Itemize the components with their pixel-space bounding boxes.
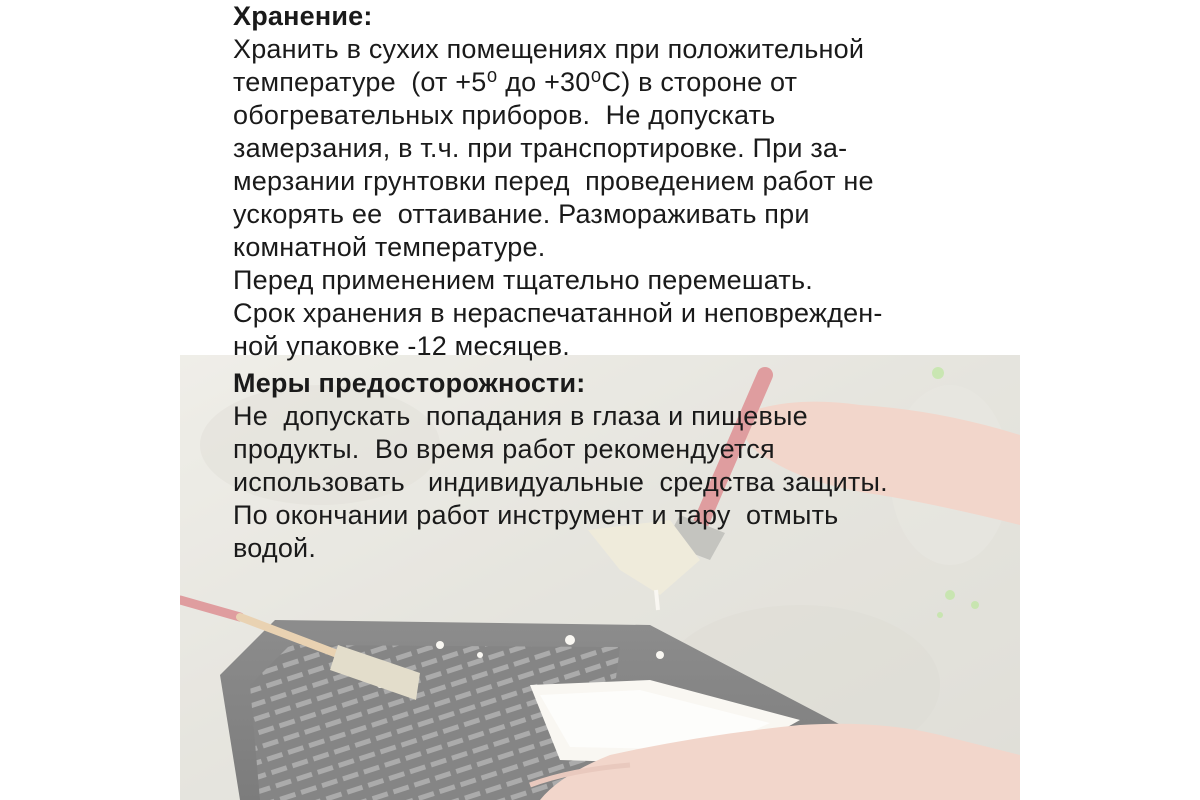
storage-line: комнатной температуре. xyxy=(233,232,546,262)
storage-heading: Хранение: xyxy=(233,1,373,31)
safety-line: водой. xyxy=(233,533,317,563)
storage-line: замерзания, в т.ч. при транспортировке. При за- xyxy=(233,133,848,163)
storage-line: ускорять ее оттаивание. Размораживать при xyxy=(233,199,810,229)
safety-line: использовать индивидуальные средства защиты. xyxy=(233,467,888,497)
storage-line: Хранить в сухих помещениях при положительной xyxy=(233,34,865,64)
storage-line: мерзании грунтовки перед проведением работ не xyxy=(233,166,874,196)
storage-section xyxy=(233,0,1013,363)
storage-line: обогревательных приборов. Не допускать xyxy=(233,100,776,130)
safety-heading: Меры предосторожности: xyxy=(233,368,586,398)
safety-line: Не допускать попадания в глаза и пищевые xyxy=(233,401,808,431)
safety-line: По окончании работ инструмент и тару отмыть xyxy=(233,500,839,530)
storage-line: Срок хранения в нераспечатанной и неповрежден- xyxy=(233,298,883,328)
safety-section xyxy=(233,367,1013,565)
storage-line: Перед применением тщательно перемешать. xyxy=(233,265,813,295)
safety-line: продукты. Во время работ рекомендуется xyxy=(233,434,775,464)
storage-line: температуре (от +5⁰ до +30⁰С) в стороне от xyxy=(233,67,798,97)
storage-line: ной упаковке -12 месяцев. xyxy=(233,331,571,361)
